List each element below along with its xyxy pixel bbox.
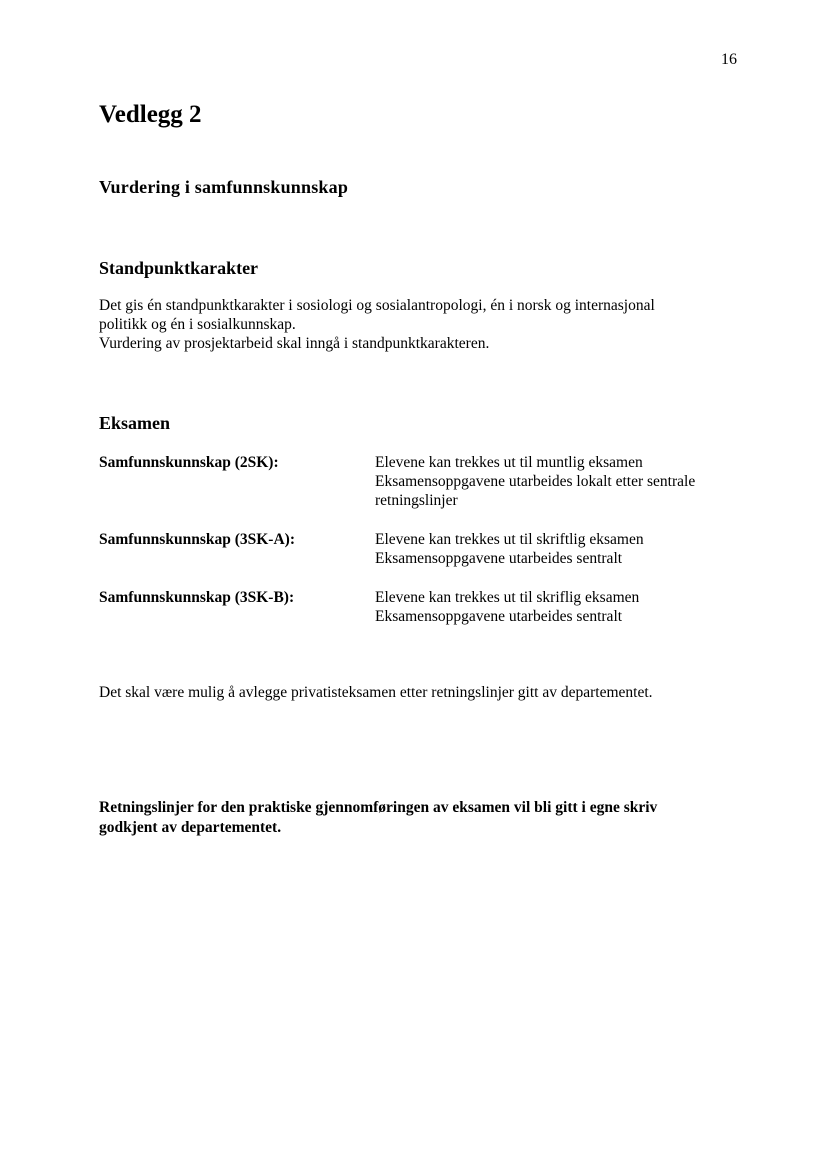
exam-label: Samfunnskunnskap (3SK-A): [99, 531, 295, 548]
exam-description-line: Elevene kan trekkes ut til skriftlig eksamen [375, 531, 644, 548]
standpunkt-paragraph [99, 296, 739, 353]
section-title: Vurdering i samfunnskunnskap [99, 177, 349, 197]
exam-description-line: Eksamensoppgavene utarbeides sentralt [375, 608, 623, 625]
final-note-line: Retningslinjer for den praktiske gjennomføringen av eksamen vil bli gitt i egne skriv [99, 799, 658, 816]
final-note [99, 798, 739, 838]
exam-description [375, 588, 735, 626]
exam-label: Samfunnskunnskap (2SK): [99, 454, 279, 471]
exam-description [375, 453, 735, 510]
standpunkt-line: Det gis én standpunktkarakter i sosiologi og sosialantropologi, én i norsk og internasjonal [99, 297, 655, 314]
exam-description-line: Elevene kan trekkes ut til skriflig eksamen [375, 589, 640, 606]
exam-label: Samfunnskunnskap (3SK-B): [99, 589, 295, 606]
standpunkt-line: politikk og én i sosialkunnskap. [99, 316, 296, 333]
page-number: 16 [721, 51, 737, 68]
final-note-line: godkjent av departementet. [99, 819, 282, 836]
exam-description-line: retningslinjer [375, 492, 458, 509]
private-exam-note: Det skal være mulig å avlegge privatisteksamen etter retningslinjer gitt av departementet. [99, 684, 653, 701]
exam-description [375, 530, 735, 568]
exam-description-line: Eksamensoppgavene utarbeides lokalt etter sentrale [375, 473, 696, 490]
standpunkt-line: Vurdering av prosjektarbeid skal inngå i standpunktkarakteren. [99, 335, 490, 352]
exam-description-line: Eksamensoppgavene utarbeides sentralt [375, 550, 623, 567]
exam-description-line: Elevene kan trekkes ut til muntlig eksamen [375, 454, 643, 471]
standpunkt-heading: Standpunktkarakter [99, 258, 259, 278]
appendix-title: Vedlegg 2 [99, 101, 202, 128]
eksamen-heading: Eksamen [99, 413, 171, 433]
